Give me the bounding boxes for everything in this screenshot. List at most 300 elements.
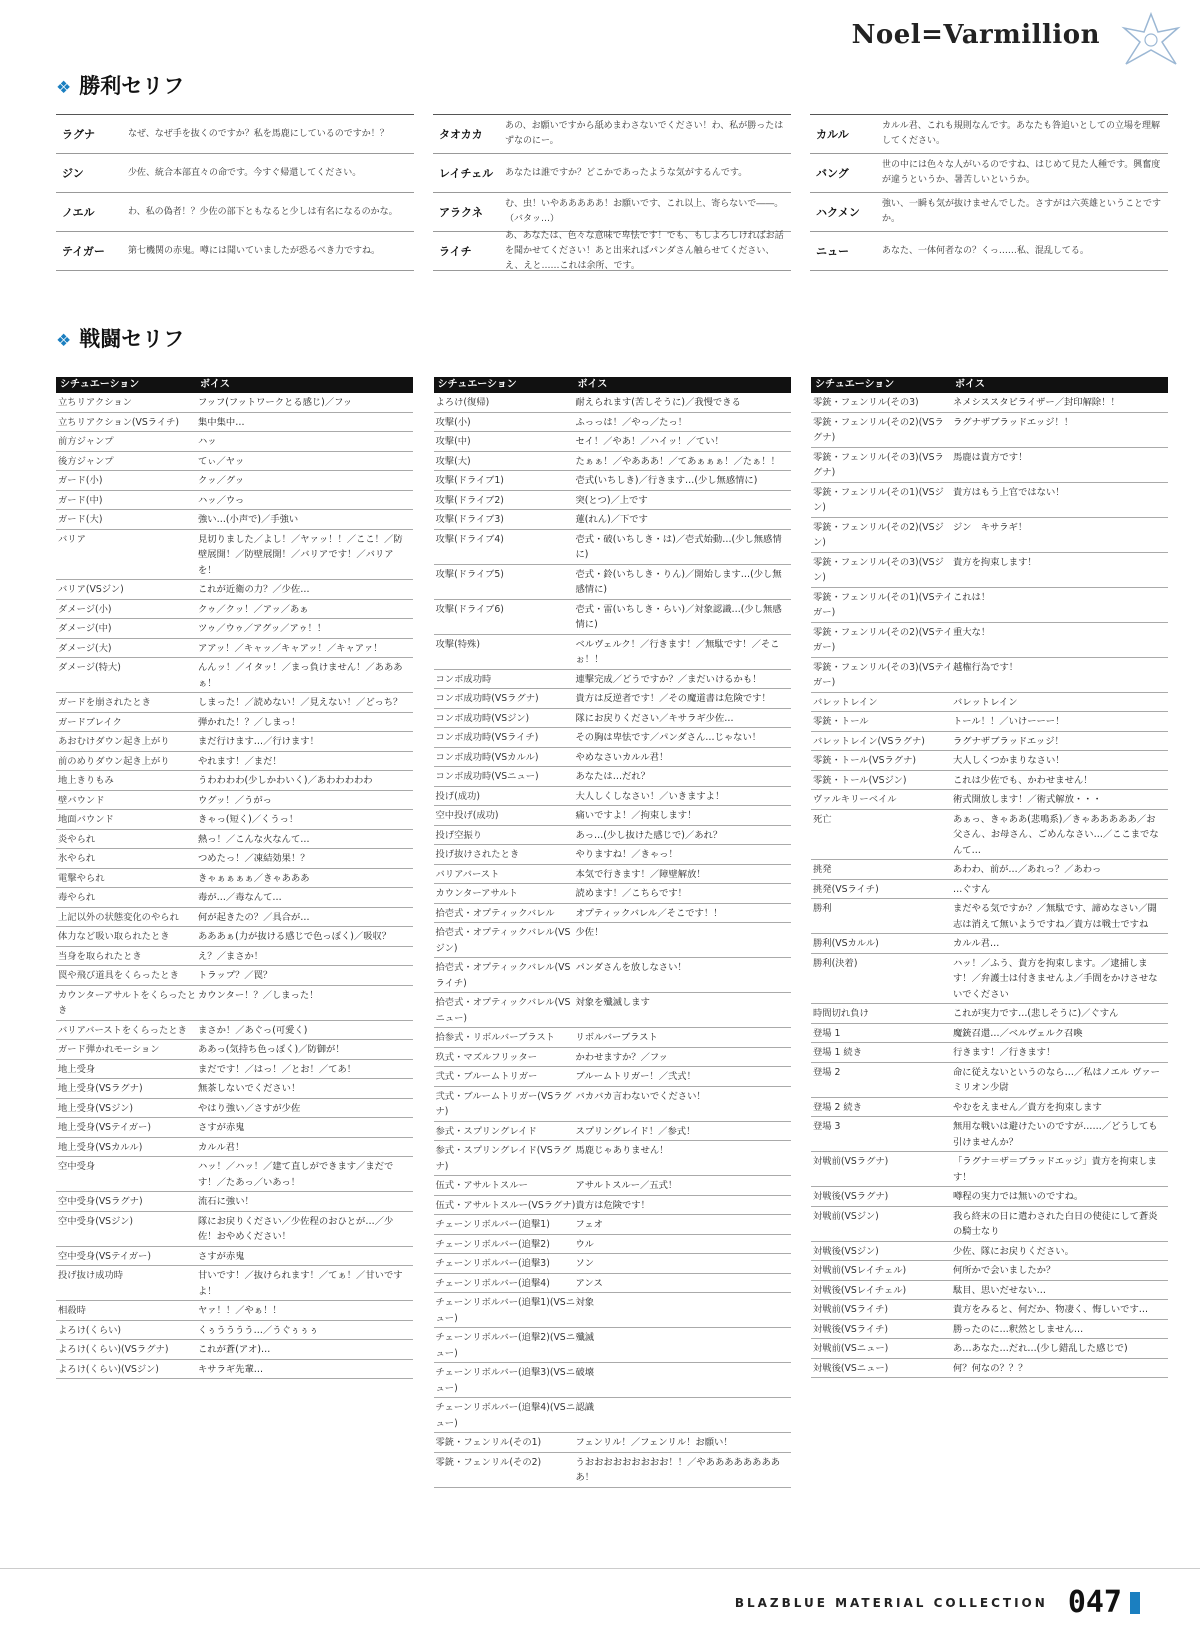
diamond-bullet-icon: ❖ bbox=[56, 78, 72, 98]
voice-cell: 駄目、思いだせない… bbox=[953, 1284, 1046, 1296]
battle-row bbox=[56, 1138, 413, 1158]
battle-row bbox=[811, 1024, 1168, 1044]
voice-cell: 魔銃召還…／ベルヴェルク召喚 bbox=[953, 1027, 1083, 1039]
situation-cell: 対戦後(VSジン) bbox=[813, 1245, 879, 1257]
voice-cell: ツゥ／ウゥ／アグッ／アゥ！！ bbox=[198, 623, 327, 634]
situation-cell: ダメージ(大) bbox=[58, 642, 112, 654]
voice-cell: ハッ／ウっ bbox=[198, 494, 245, 506]
situation-cell: コンボ成功時(VSジン) bbox=[435, 712, 530, 724]
battle-row bbox=[811, 413, 1168, 448]
situation-cell: 参式・スプリングレイド bbox=[435, 1125, 537, 1137]
voice-cell: まさか！／あぐっ(可愛く) bbox=[198, 1024, 308, 1036]
situation-cell: 勝利(VSカルル) bbox=[813, 938, 879, 949]
voice-cell: アサルトスルー／五式！ bbox=[575, 1180, 678, 1191]
voice-cell: まだやる気ですか？／無駄です、諦めなさい／闘志は消えて無いようですね／貴方は戦士ですね bbox=[953, 903, 1157, 930]
battle-row bbox=[434, 787, 791, 807]
situation-cell: 零銃・フェンリル(その3) bbox=[813, 397, 919, 408]
battle-row bbox=[56, 1360, 413, 1380]
voice-cell: さすが赤鬼 bbox=[198, 1122, 245, 1133]
footer-divider bbox=[0, 1568, 1200, 1569]
situation-cell: 拾壱式・オプティックバレル(VSジン) bbox=[435, 927, 571, 954]
voice-cell: 馬鹿じゃありません！ bbox=[575, 1145, 669, 1156]
situation-cell: コンボ成功時 bbox=[435, 673, 492, 685]
voice-cell: 何が起きたの？／具合が… bbox=[198, 911, 310, 923]
battle-row bbox=[56, 1321, 413, 1341]
voice-cell: 耐えられます(苦しそうに)／我慢できる bbox=[575, 397, 741, 408]
situation-cell: 零銃・トール bbox=[813, 716, 869, 727]
voice-cell: 越権行為です！ bbox=[953, 661, 1019, 673]
situation-cell: バリアバーストをくらったとき bbox=[58, 1024, 187, 1036]
victory-quote: む、虫！いやあああああ！お願いです、これ以上、寄らないで――。（バタッ…） bbox=[505, 199, 784, 224]
battle-row bbox=[811, 810, 1168, 861]
footer-accent-bar bbox=[1130, 1592, 1140, 1614]
voice-cell: キサラギ先輩… bbox=[198, 1363, 264, 1375]
voice-cell: 隊にお戻りください／少佐程のおひとが…／少佐！おやめください！ bbox=[198, 1215, 394, 1242]
situation-cell: カウンターアサルトをくらったとき bbox=[58, 989, 197, 1016]
situation-cell: 登場 2 bbox=[813, 1066, 841, 1078]
voice-cell: ハッ！／ふう、貴方を拘束します。／逮捕します！／弁護士は付きませんよ／手間をかけさせないでください bbox=[953, 957, 1158, 1000]
situation-cell: コンボ成功時(VSニュー) bbox=[435, 771, 539, 782]
situation-cell: 地上受身(VSカルル) bbox=[58, 1141, 143, 1153]
situation-cell: 対戦前(VSジン) bbox=[813, 1210, 879, 1222]
situation-cell: 攻撃(ドライブ2) bbox=[435, 494, 504, 506]
battle-row bbox=[434, 728, 791, 748]
voice-cell: 認識 bbox=[575, 1402, 595, 1413]
battle-row bbox=[434, 452, 791, 472]
victory-title-text: 勝利セリフ bbox=[79, 74, 185, 98]
battle-row bbox=[434, 635, 791, 670]
voice-cell: アンス bbox=[575, 1277, 603, 1289]
battle-row bbox=[56, 830, 413, 850]
situation-cell: 当身を取られたとき bbox=[58, 950, 142, 962]
battle-row bbox=[811, 1152, 1168, 1187]
victory-row bbox=[433, 193, 791, 232]
situation-cell: 零銃・フェンリル(その2) bbox=[435, 1456, 542, 1468]
victory-quote: 少佐、統合本部直々の命です。今すぐ帰還してください。 bbox=[128, 167, 362, 178]
battle-row bbox=[56, 693, 413, 713]
battle-row bbox=[434, 471, 791, 491]
voice-cell: 蓮(れん)／下です bbox=[575, 514, 648, 525]
voice-cell: これが近衛の力？／少佐… bbox=[198, 584, 310, 595]
situation-cell: 対戦前(VSラグナ) bbox=[813, 1156, 889, 1167]
situation-cell: 零銃・フェンリル(その2)(VSラグナ) bbox=[813, 416, 944, 443]
battle-row bbox=[811, 518, 1168, 553]
victory-row bbox=[56, 232, 414, 271]
opponent-name: ニュー bbox=[816, 245, 849, 258]
voice-cell: これは！ bbox=[953, 591, 991, 603]
situation-cell: 拾壱式・オプティックバレル(VSニュー) bbox=[435, 997, 571, 1024]
voice-cell: リボルバーブラスト bbox=[575, 1032, 658, 1043]
situation-cell: ガード(中) bbox=[58, 494, 103, 506]
situation-cell: ダメージ(中) bbox=[58, 623, 112, 634]
battle-row bbox=[56, 1247, 413, 1267]
battle-row bbox=[434, 1453, 791, 1488]
opponent-name: ハクメン bbox=[816, 206, 860, 219]
battle-row bbox=[434, 884, 791, 904]
header-voice: ボイス bbox=[955, 379, 985, 390]
voice-cell: 何所かで会いましたか？ bbox=[953, 1265, 1056, 1276]
battle-row bbox=[434, 923, 791, 958]
battle-row bbox=[56, 869, 413, 889]
voice-cell: 弾かれた！？／しまっ！ bbox=[198, 716, 301, 728]
voice-cell: これは少佐でも、かわせません！ bbox=[953, 774, 1093, 786]
battle-row bbox=[434, 1067, 791, 1087]
battle-column bbox=[56, 377, 413, 1488]
situation-cell: 後方ジャンプ bbox=[58, 455, 114, 467]
situation-cell: 壁バウンド bbox=[58, 794, 105, 806]
voice-cell: 流石に強い！ bbox=[198, 1196, 254, 1207]
voice-cell: あぁっ、きゃああ(悲鳴系)／きゃあああああ／お父さん、お母さん、ごめんなさい…／ここまでなんて… bbox=[953, 813, 1159, 856]
situation-cell: よろけ(くらい)(VSラグナ) bbox=[58, 1344, 169, 1355]
situation-cell: 炎やられ bbox=[58, 833, 96, 845]
voice-cell: 命に従えないというのなら…／私はノエル ヴァーミリオン少尉 bbox=[953, 1066, 1160, 1093]
situation-cell: 攻撃(小) bbox=[435, 416, 471, 428]
situation-cell: 電撃やられ bbox=[58, 872, 105, 884]
situation-cell: 時間切れ負け bbox=[813, 1008, 869, 1019]
situation-cell: ガード(大) bbox=[58, 514, 103, 525]
voice-cell: トール！！／いけーーー！ bbox=[953, 716, 1065, 727]
battle-row bbox=[811, 623, 1168, 658]
victory-quote: なぜ、なぜ手を抜くのですか？私を馬鹿にしているのですか！？ bbox=[128, 128, 389, 139]
page-number: 047 bbox=[1067, 1585, 1122, 1620]
situation-cell: 勝利(決着) bbox=[813, 957, 858, 969]
voice-cell: 壱式・鈴(いちしき・りん)／開始します…(少し無感情に) bbox=[575, 568, 782, 595]
battle-row bbox=[434, 958, 791, 993]
situation-cell: 前方ジャンプ bbox=[58, 436, 114, 447]
battle-row bbox=[56, 810, 413, 830]
battle-row bbox=[434, 1215, 791, 1235]
situation-cell: 零銃・トール(VSラグナ) bbox=[813, 755, 917, 766]
situation-cell: 立ちリアクション(VSライチ) bbox=[58, 416, 180, 428]
battle-row bbox=[811, 771, 1168, 791]
situation-cell: 零銃・フェンリル(その2)(VSテイガー) bbox=[813, 626, 953, 653]
battle-row bbox=[56, 658, 413, 693]
situation-cell: 零銃・フェンリル(その3)(VSジン) bbox=[813, 556, 944, 583]
voice-cell: 熱っ！／こんな火なんて… bbox=[198, 833, 310, 845]
voice-cell: トラップ？／罠？ bbox=[198, 970, 273, 981]
battle-row bbox=[434, 993, 791, 1028]
situation-cell: 立ちリアクション bbox=[58, 397, 132, 408]
battle-column bbox=[434, 377, 791, 1488]
voice-cell: 「ラグナ＝ザ＝ブラッドエッジ」貴方を拘束します！ bbox=[953, 1156, 1157, 1183]
victory-row bbox=[810, 115, 1168, 154]
victory-row bbox=[810, 232, 1168, 271]
battle-row bbox=[56, 966, 413, 986]
victory-quote: カルル君、これも規則なんです。あなたも咎追いとしての立場を理解してください。 bbox=[882, 121, 1161, 146]
voice-cell: 読めます！／こちらです！ bbox=[575, 888, 687, 899]
victory-row bbox=[433, 154, 791, 193]
situation-cell: 空中投げ(成功) bbox=[435, 810, 499, 821]
situation-cell: ガード弾かれモーション bbox=[58, 1044, 160, 1055]
voice-cell: んんッ！／イタッ！／まっ負けません！／あああぁ！ bbox=[198, 662, 403, 689]
situation-cell: 玖式・マズルフリッター bbox=[435, 1051, 538, 1063]
situation-cell: バリア(VSジン) bbox=[58, 584, 124, 595]
battle-row bbox=[434, 565, 791, 600]
situation-cell: コンボ成功時(VSラグナ) bbox=[435, 693, 539, 704]
situation-cell: 投げ空振り bbox=[435, 829, 482, 841]
voice-cell: カルル君… bbox=[953, 938, 1000, 949]
battle-row bbox=[56, 1118, 413, 1138]
battle-row bbox=[811, 899, 1168, 934]
opponent-name: ジン bbox=[62, 167, 84, 180]
situation-cell: チェーンリボルバー(追撃3) bbox=[435, 1258, 550, 1269]
battle-row bbox=[811, 1098, 1168, 1118]
battle-table-header bbox=[434, 377, 791, 393]
situation-cell: チェーンリボルバー(追撃4) bbox=[435, 1277, 550, 1289]
battle-row bbox=[56, 619, 413, 639]
battle-row bbox=[811, 751, 1168, 771]
voice-cell: 本気で行きます！／障壁解放！ bbox=[575, 868, 706, 880]
battle-row bbox=[434, 393, 791, 413]
battle-row bbox=[56, 1266, 413, 1301]
voice-cell: あ…あなた…だれ…(少し錯乱した感じで) bbox=[953, 1343, 1128, 1354]
battle-row bbox=[434, 1196, 791, 1216]
battle-row bbox=[434, 1176, 791, 1196]
battle-row bbox=[434, 826, 791, 846]
situation-cell: 攻撃(中) bbox=[435, 436, 471, 447]
battle-row bbox=[56, 530, 413, 581]
situation-cell: 対戦後(VSレイチェル) bbox=[813, 1284, 907, 1296]
situation-cell: 上記以外の状態変化のやられ bbox=[58, 911, 179, 923]
situation-cell: 地上きりもみ bbox=[58, 775, 114, 786]
battle-row bbox=[434, 865, 791, 885]
opponent-name: レイチェル bbox=[439, 167, 494, 180]
voice-cell: やはり強い／さすが少佐 bbox=[198, 1102, 301, 1114]
battle-row bbox=[811, 880, 1168, 900]
victory-quote: あ、あなたは、色々な意味で卑怯です！でも、もしよろしければお話を聞かせてください！あと出来ればパンダさん触らせてください、え、えと……これは余所、です。 bbox=[505, 230, 784, 271]
voice-cell: 壱式・雷(いちしき・らい)／対象認識…(少し無感情に) bbox=[575, 603, 782, 630]
situation-cell: 投げ抜け成功時 bbox=[58, 1270, 124, 1281]
battle-row bbox=[811, 934, 1168, 954]
battle-quotes-table bbox=[56, 377, 1168, 1488]
situation-cell: 零銃・フェンリル(その2)(VSジン) bbox=[813, 521, 944, 548]
battle-row bbox=[811, 1242, 1168, 1262]
battle-row bbox=[56, 927, 413, 947]
page-footer bbox=[735, 1585, 1140, 1620]
situation-cell: よろけ(くらい)(VSジン) bbox=[58, 1363, 159, 1375]
battle-row bbox=[56, 849, 413, 869]
situation-cell: 地上受身(VSテイガー) bbox=[58, 1122, 151, 1133]
voice-cell: やめなさいカルル君！ bbox=[575, 751, 669, 763]
voice-cell: 貴方は危険です！ bbox=[575, 1199, 650, 1211]
battle-row bbox=[56, 600, 413, 620]
battle-row bbox=[56, 510, 413, 530]
victory-quote: あの、お願いですから舐めまわさないでください！わ、私が勝ったはずなのにー。 bbox=[505, 121, 784, 146]
battle-row bbox=[434, 1274, 791, 1294]
header-situation: シチュエーション bbox=[60, 379, 140, 390]
voice-cell: ブルームトリガー！／弐式！ bbox=[575, 1071, 696, 1082]
voice-cell: アアッ！／キャッ／キャアッ！／キャアァ！ bbox=[198, 642, 383, 654]
voice-cell: 破壊 bbox=[575, 1367, 595, 1378]
battle-row bbox=[434, 1433, 791, 1453]
battle-row bbox=[811, 1207, 1168, 1242]
battle-row bbox=[56, 1157, 413, 1192]
battle-row bbox=[56, 432, 413, 452]
battle-row bbox=[811, 732, 1168, 752]
situation-cell: 前のめりダウン起き上がり bbox=[58, 755, 170, 767]
battle-row bbox=[434, 1398, 791, 1433]
battle-table-header bbox=[56, 377, 413, 393]
voice-cell: 集中集中… bbox=[198, 416, 245, 428]
voice-cell: 毒が…／毒なんて… bbox=[198, 892, 282, 903]
header-situation: シチュエーション bbox=[815, 379, 895, 390]
voice-cell: 貴方はもう上官ではない！ bbox=[953, 486, 1065, 498]
battle-row bbox=[434, 510, 791, 530]
voice-cell: オプティックバレル／そこです！！ bbox=[575, 907, 723, 919]
voice-cell: 殲滅 bbox=[575, 1332, 595, 1343]
voice-cell: これが蒼(アオ)… bbox=[198, 1344, 271, 1355]
battle-row bbox=[56, 986, 413, 1021]
opponent-name: ライチ bbox=[439, 245, 472, 258]
battle-row bbox=[56, 580, 413, 600]
situation-cell: チェーンリボルバー(追撃1) bbox=[435, 1219, 550, 1230]
victory-row bbox=[56, 154, 414, 193]
victory-section-title bbox=[56, 70, 184, 100]
battle-row bbox=[811, 483, 1168, 518]
battle-section-title bbox=[56, 323, 184, 353]
battle-row bbox=[811, 712, 1168, 732]
situation-cell: 攻撃(大) bbox=[435, 455, 471, 467]
battle-row bbox=[56, 1340, 413, 1360]
battle-row bbox=[811, 1261, 1168, 1281]
situation-cell: あおむけダウン起き上がり bbox=[58, 736, 170, 747]
diamond-bullet-icon: ❖ bbox=[56, 331, 72, 351]
voice-cell: これが実力です…(悲しそうに)／ぐすん bbox=[953, 1008, 1119, 1019]
opponent-name: バング bbox=[816, 167, 849, 180]
situation-cell: 零銃・トール(VSジン) bbox=[813, 774, 907, 786]
situation-cell: ダメージ(特大) bbox=[58, 662, 121, 673]
voice-cell: あなたは…だれ？ bbox=[575, 771, 650, 782]
battle-row bbox=[811, 954, 1168, 1005]
voice-cell: 少佐！ bbox=[575, 927, 604, 938]
battle-row bbox=[56, 771, 413, 791]
battle-row bbox=[56, 947, 413, 967]
battle-table-header bbox=[811, 377, 1168, 393]
voice-cell: まだです！／はっ！／とお！／てあ！ bbox=[198, 1063, 357, 1075]
voice-cell: 隊にお戻りください／キサラギ少佐… bbox=[575, 712, 734, 724]
victory-quotes-table bbox=[56, 114, 1168, 271]
voice-cell: カルル君！ bbox=[198, 1141, 245, 1153]
battle-row bbox=[434, 530, 791, 565]
voice-cell: やむをえません／貴方を拘束します bbox=[953, 1101, 1102, 1113]
situation-cell: 空中受身(VSジン) bbox=[58, 1215, 134, 1227]
battle-row bbox=[56, 713, 413, 733]
battle-row bbox=[56, 393, 413, 413]
battle-row bbox=[434, 600, 791, 635]
voice-cell: 大人しくつかまりなさい！ bbox=[953, 755, 1065, 766]
situation-cell: 拾参式・リボルバーブラスト bbox=[435, 1032, 555, 1043]
voice-cell: うわわわわ(少しかわいく)／あわわわわわ bbox=[198, 775, 373, 786]
battle-row bbox=[56, 491, 413, 511]
battle-row bbox=[811, 588, 1168, 623]
voice-cell: セイ！／やあ！／ハイッ！／てい！ bbox=[575, 436, 724, 447]
voice-cell: 壱式・破(いちしき・は)／壱式始動…(少し無感情に) bbox=[575, 533, 782, 560]
battle-row bbox=[811, 1063, 1168, 1098]
battle-row bbox=[434, 1141, 791, 1176]
voice-cell: クッ／グッ bbox=[198, 475, 245, 486]
voice-cell: 突(とつ)／上です bbox=[575, 494, 648, 506]
situation-cell: 攻撃(ドライブ6) bbox=[435, 603, 504, 615]
situation-cell: 零銃・フェンリル(その3)(VSテイガー) bbox=[813, 661, 953, 688]
voice-cell: ラグナザブラッドエッジ！ bbox=[953, 735, 1064, 747]
voice-cell: ジン キサラギ！ bbox=[953, 521, 1028, 533]
situation-cell: 零銃・フェンリル(その1) bbox=[435, 1437, 542, 1448]
voice-cell: フェオ bbox=[575, 1219, 603, 1230]
situation-cell: コンボ成功時(VSライチ) bbox=[435, 732, 539, 743]
opponent-name: アラクネ bbox=[439, 206, 483, 219]
battle-row bbox=[434, 1048, 791, 1068]
battle-row bbox=[56, 452, 413, 472]
voice-cell: たぁぁ！／やあああ！／てあぁぁぁ！／たぁ！！ bbox=[575, 455, 780, 467]
voice-cell: ヤァ！！／やぁ！！ bbox=[198, 1305, 282, 1316]
situation-cell: バリアバースト bbox=[435, 868, 500, 880]
voice-cell: バカバカ言わないでください！ bbox=[575, 1090, 706, 1102]
situation-cell: チェーンリボルバー(追撃2)(VSニュー) bbox=[435, 1332, 576, 1359]
victory-row bbox=[810, 154, 1168, 193]
battle-row bbox=[56, 908, 413, 928]
victory-quote: 強い、一瞬も気が抜けませんでした。さすがは六英雄ということですか。 bbox=[882, 199, 1162, 224]
situation-cell: 零銃・フェンリル(その1)(VSジン) bbox=[813, 486, 944, 513]
situation-cell: 対戦後(VSニュー) bbox=[813, 1362, 889, 1374]
situation-cell: 弐式・ブルームトリガー bbox=[435, 1071, 538, 1082]
battle-row bbox=[434, 748, 791, 768]
situation-cell: 毒やられ bbox=[58, 892, 96, 903]
situation-cell: 弐式・ブルームトリガー(VSラグナ) bbox=[435, 1090, 572, 1117]
situation-cell: よろけ(復帰) bbox=[435, 397, 490, 408]
battle-row bbox=[434, 904, 791, 924]
victory-column bbox=[433, 114, 791, 271]
voice-cell: 貴方をみると、何だか、物凄く、悔しいです… bbox=[953, 1304, 1149, 1315]
situation-cell: 登場 1 bbox=[813, 1027, 841, 1039]
voice-cell: 連撃完成／どうですか？／まだいけるかも！ bbox=[575, 673, 762, 685]
situation-cell: 地上受身 bbox=[58, 1063, 96, 1075]
situation-cell: 挑発 bbox=[813, 864, 832, 875]
battle-row bbox=[811, 448, 1168, 483]
voice-cell: うおおおおおおおおお！！／やあああああああああ！ bbox=[575, 1456, 781, 1483]
voice-cell: やれます！／まだ！ bbox=[198, 755, 282, 767]
battle-row bbox=[434, 806, 791, 826]
voice-cell: ネメシススタビライザー／封印解除！！ bbox=[953, 397, 1120, 408]
victory-column bbox=[56, 114, 414, 271]
voice-cell: 壱式(いちしき)／行きます…(少し無感情に) bbox=[575, 475, 758, 486]
voice-cell: 対象を殲滅します bbox=[575, 997, 650, 1008]
situation-cell: 拾壱式・オプティックバレル bbox=[435, 907, 555, 919]
battle-row bbox=[434, 767, 791, 787]
battle-row bbox=[434, 1235, 791, 1255]
voice-cell: 重大な！ bbox=[953, 626, 991, 638]
situation-cell: 零銃・フェンリル(その3)(VSラグナ) bbox=[813, 451, 944, 478]
battle-row bbox=[434, 413, 791, 433]
battle-row bbox=[56, 732, 413, 752]
header-voice: ボイス bbox=[577, 379, 608, 390]
battle-row bbox=[811, 790, 1168, 810]
situation-cell: チェーンリボルバー(追撃1)(VSニュー) bbox=[435, 1297, 576, 1324]
battle-row bbox=[56, 1040, 413, 1060]
victory-quote: 世の中には色々な人がいるのですね、はじめて見た人種です。興奮度が違うというか、暑苦しいというか。 bbox=[882, 160, 1161, 185]
voice-cell: 行きます！／行きます！ bbox=[953, 1047, 1056, 1058]
battle-row bbox=[811, 1320, 1168, 1340]
voice-cell: 馬鹿は貴方です！ bbox=[953, 451, 1028, 463]
victory-quote: あなたは誰ですか？どこかであったような気がするんです。 bbox=[505, 167, 748, 178]
situation-cell: 地上受身(VSラグナ) bbox=[58, 1083, 143, 1094]
voice-cell: やりますね！／きゃっ！ bbox=[575, 849, 678, 860]
voice-cell: 痛いですよ！／拘束します！ bbox=[575, 810, 697, 821]
character-name-title: Noel=Varmillion bbox=[851, 20, 1100, 50]
battle-row bbox=[811, 1117, 1168, 1152]
voice-cell: きゃっ(短く)／くうっ！ bbox=[198, 814, 299, 825]
voice-cell: 我ら終末の日に遣わされた白日の使徒にして蒼炎の騎士なり bbox=[953, 1210, 1158, 1237]
situation-cell: チェーンリボルバー(追撃2) bbox=[435, 1238, 550, 1250]
